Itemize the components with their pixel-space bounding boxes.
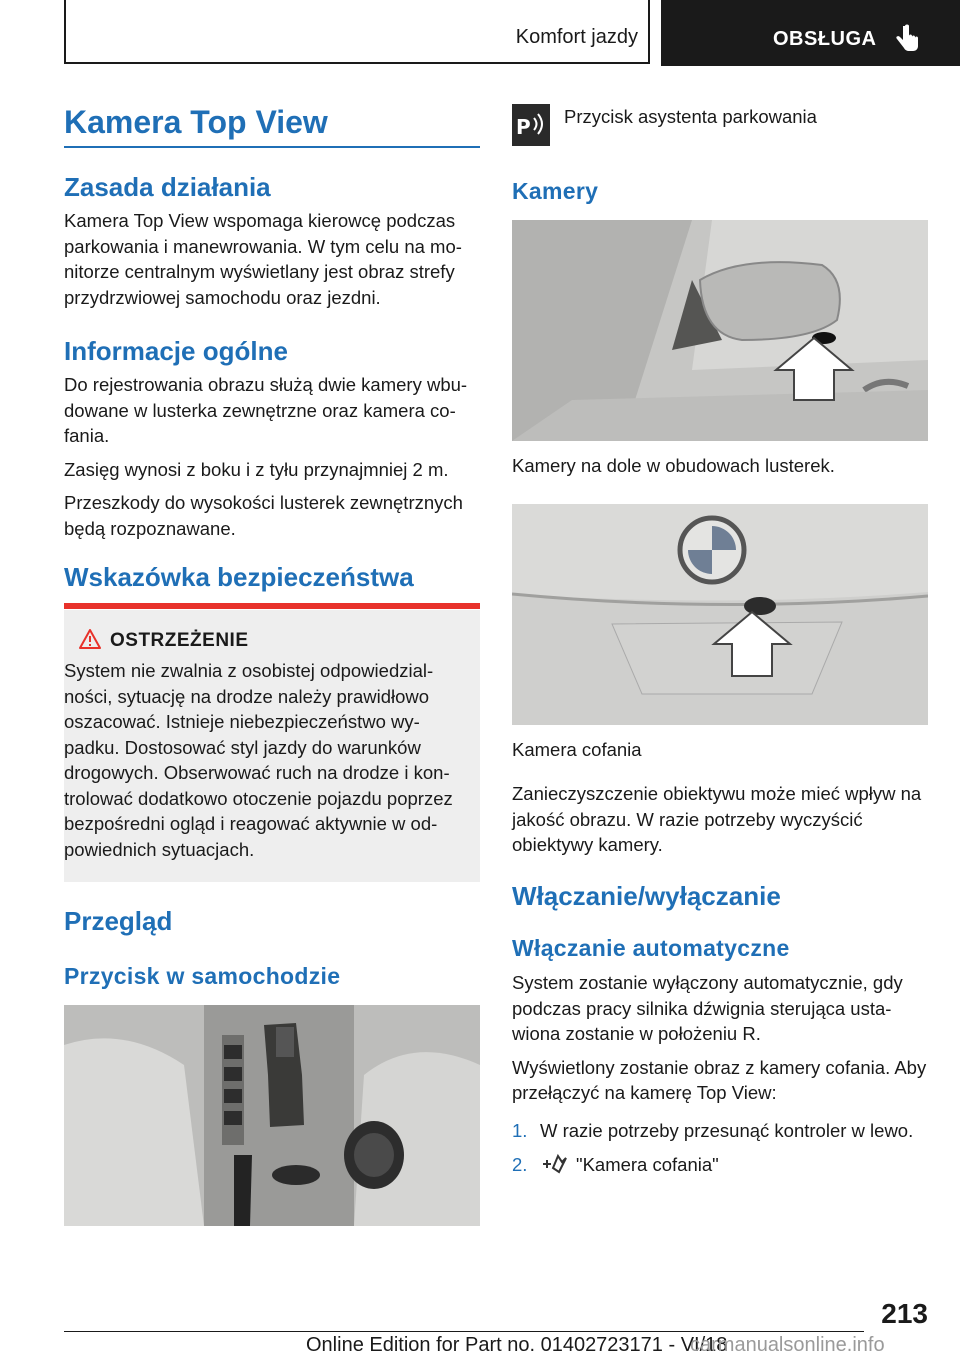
safety-heading: Wskazówka bezpieczeństwa — [64, 562, 414, 592]
footer-rule — [64, 1331, 864, 1332]
rear-photo-illustration — [512, 504, 928, 725]
footer-edition: Online Edition for Part no. 01402723171 - VI/18 — [306, 1334, 728, 1356]
watermark: carmanualsonline.info — [690, 1334, 885, 1356]
warning-title: OSTRZEŻENIE — [110, 630, 249, 651]
general-paragraph-1: Do rejestrowania obrazu służą dwie kamery wbu-dowane w lusterka zewnętrzne oraz kamera co-fania. — [64, 374, 468, 446]
parking-assistant-button-icon — [512, 104, 550, 146]
warning-text: System nie zwalnia z osobistej odpowiedzial-ności, sytuację na drodze należy prawidłowo oszacować. Istnieje niebezpieczeństwo wy-padku. Dostosować styl jazdy do warunków drogowych. Obserwować ruch na drodze i kon-trolować dodatkowo otoczenie pojazdu poprzez bezpośredni ogląd i reagować aktywnie w od-powiednich sytuacjach. — [64, 660, 453, 860]
step-text: "Kamera cofania" — [576, 1153, 719, 1175]
svg-text:P: P — [516, 115, 531, 139]
general-heading: Informacje ogólne — [64, 336, 288, 366]
general-text — [64, 372, 480, 541]
rear-camera-photo — [512, 504, 928, 725]
onoff-text — [512, 970, 928, 1106]
overview-subheading: Przycisk w samochodzie — [64, 963, 341, 989]
title-rule — [64, 146, 480, 148]
page-title: Kamera Top View — [64, 104, 328, 140]
step-number: 1. — [512, 1120, 528, 1141]
rear-caption: Kamera cofania — [512, 739, 642, 760]
step-number: 2. — [512, 1153, 528, 1175]
header-section-title: Komfort jazdy — [515, 26, 638, 48]
button-caption: Przycisk asystenta parkowania — [564, 106, 817, 127]
page-number: 213 — [881, 1298, 928, 1329]
mirror-caption: Kamery na dole w obudowach lusterek. — [512, 455, 835, 476]
auto-heading: Włączanie automatyczne — [512, 935, 790, 961]
warning-text-wrap — [64, 658, 474, 862]
camera-view-icon — [540, 1152, 570, 1174]
overview-heading: Przegląd — [64, 906, 173, 936]
onoff-paragraph-2: Wyświetlony zostanie obraz z kamery cofania. Aby przełączyć na kamerę Top View: — [512, 1056, 927, 1103]
onoff-paragraph-1: System zostanie wyłączony automatycznie, gdy podczas pracy silnika dźwignia sterująca usta-wiona zostanie w położeniu R. — [512, 972, 903, 1044]
console-photo-illustration — [64, 1005, 480, 1226]
mirror-photo-illustration — [512, 220, 928, 441]
step-item — [512, 1152, 928, 1178]
console-photo — [64, 1005, 480, 1226]
general-paragraph-2: Zasięg wynosi z boku i z tyłu przynajmniej 2 m. — [64, 458, 449, 480]
pointing-hand-icon — [895, 24, 921, 56]
warning-rule — [64, 603, 480, 609]
mirror-camera-photo — [512, 220, 928, 441]
step-item — [512, 1118, 928, 1144]
step-text: W razie potrzeby przesunąć kontroler w lewo. — [540, 1120, 914, 1141]
general-paragraph-3: Przeszkody do wysokości lusterek zewnętrznych będą rozpoznawane. — [64, 492, 463, 539]
warning-triangle-icon — [78, 628, 102, 650]
steps-list — [512, 1118, 928, 1177]
onoff-heading: Włączanie/wyłączanie — [512, 881, 781, 911]
warning-box — [64, 610, 480, 882]
dirt-note-wrap — [512, 781, 928, 858]
dirt-note: Zanieczyszczenie obiektywu może mieć wpływ na jakość obrazu. W razie potrzeby wyczyścić obiektywy kamery. — [512, 783, 922, 855]
principle-text — [64, 208, 480, 310]
cameras-heading: Kamery — [512, 178, 599, 204]
principle-heading: Zasada działania — [64, 172, 271, 202]
header-tab — [661, 0, 960, 66]
principle-paragraph: Kamera Top View wspomaga kierowcę podczas parkowania i manewrowania. W tym celu na mo-nitorze centralnym wyświetlany jest obraz strefy przydrzwiowej samochodu oraz jezdni. — [64, 210, 462, 308]
header-tab-label: OBSŁUGA — [773, 28, 877, 50]
